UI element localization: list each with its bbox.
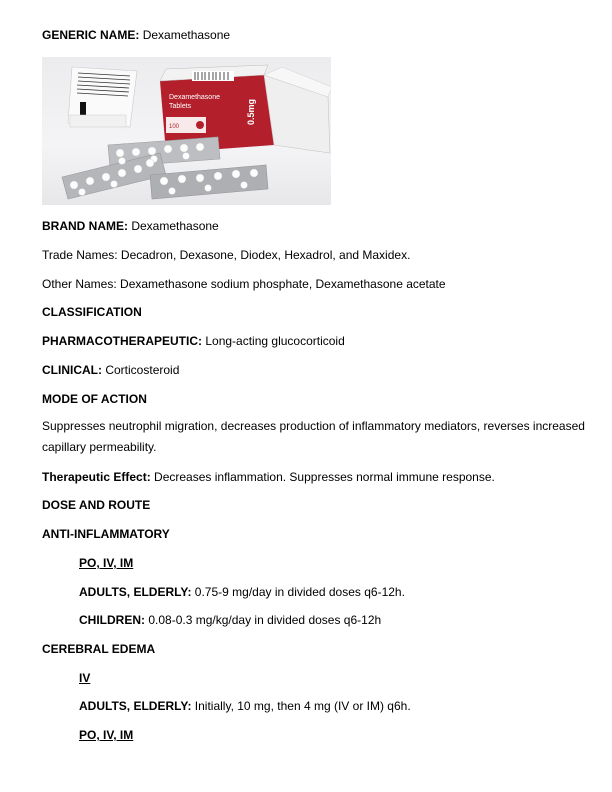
brand-name: BRAND NAME: Dexamethasone bbox=[42, 219, 219, 233]
anti-inflammatory-adults: ADULTS, ELDERLY: 0.75-9 mg/day in divided doses q6-12h. bbox=[79, 585, 405, 599]
dexamethasone-package-illustration bbox=[42, 57, 331, 205]
cerebral-edema-adults: ADULTS, ELDERLY: Initially, 10 mg, then 4 mg (IV or IM) q6h. bbox=[79, 699, 411, 713]
classification-heading: CLASSIFICATION bbox=[42, 305, 142, 319]
generic-name: GENERIC NAME: Dexamethasone bbox=[42, 28, 231, 42]
anti-inflammatory-children: CHILDREN: 0.08-0.3 mg/kg/day in divided doses q6-12h bbox=[79, 613, 382, 627]
svg-text:100: 100 bbox=[169, 124, 180, 130]
therapeutic-effect: Therapeutic Effect: Decreases inflammation. Suppresses normal immune response. bbox=[42, 470, 495, 484]
dose-route-heading: DOSE AND ROUTE bbox=[42, 498, 151, 512]
anti-inflammatory-heading: ANTI-INFLAMMATORY bbox=[42, 527, 170, 541]
svg-text:0.5mg: 0.5mg bbox=[246, 98, 256, 125]
leaflet bbox=[68, 67, 137, 127]
other-names: Other Names: Dexamethasone sodium phosphate, Dexamethasone acetate bbox=[42, 277, 446, 291]
product-photo bbox=[42, 57, 331, 205]
cerebral-edema-route-2: PO, IV, IM bbox=[79, 728, 134, 742]
mode-of-action-heading: MODE OF ACTION bbox=[42, 392, 147, 406]
anti-inflammatory-route: PO, IV, IM bbox=[79, 556, 134, 570]
cerebral-edema-route: IV bbox=[79, 671, 91, 685]
clinical: CLINICAL: Corticosteroid bbox=[42, 363, 180, 377]
pharmacotherapeutic: PHARMACOTHERAPEUTIC: Long-acting glucocorticoid bbox=[42, 334, 345, 348]
trade-names: Trade Names: Decadron, Dexasone, Diodex, Hexadrol, and Maxidex. bbox=[42, 248, 411, 262]
cerebral-edema-heading: CEREBRAL EDEMA bbox=[42, 642, 156, 656]
svg-text:Dexamethasone: Dexamethasone bbox=[169, 94, 220, 101]
mode-of-action-text: Suppresses neutrophil migration, decreases production of inflammatory mediators, reverses increased capillary permeability. bbox=[42, 419, 585, 454]
svg-text:Tablets: Tablets bbox=[169, 103, 192, 110]
